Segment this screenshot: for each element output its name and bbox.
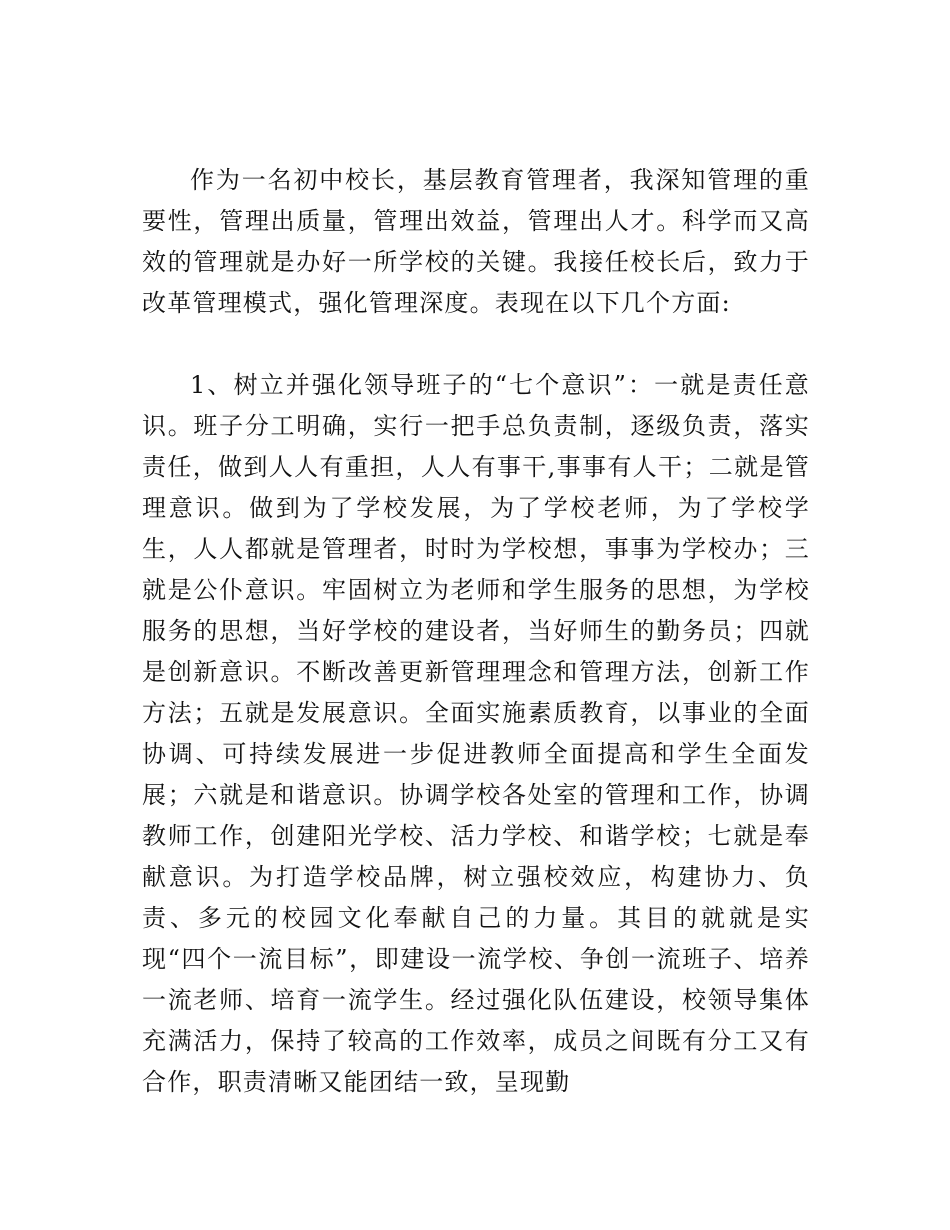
paragraph-seven-awareness: 1、树立并强化领导班子的“七个意识”：一就是责任意识。班子分工明确，实行一把手总负责制，逐级负责，落实责任，做到人人有重担，人人有事干,事事有人干；二就是管理意识。做到为了学校发展，为了学校老师，为了学校学生，人人都就是管理者，时时为学校想，事事为学校办；三就是公仆意识。牢固树立为老师和学生服务的思想，为学校服务的思想，当好学校的建设者，当好师生的勤务员；四就是创新意识。不断改善更新管理理念和管理方法，创新工作方法；五就是发展意识。全面实施素质教育，以事业的全面协调、可持续发展进一步促进教师全面提高和学生全面发展；六就是和谐意识。协调学校各处室的管理和工作，协调教师工作，创建阳光学校、活力学校、和谐学校；七就是奉献意识。为打造学校品牌，树立强校效应，构建协力、负责、多元的校园文化奉献自己的力量。其目的就就是实现“四个一流目标”，即建设一流学校、争创一流班子、培养一流老师、培育一流学生。经过强化队伍建设，校领导集体充满活力，保持了较高的工作效率，成员之间既有分工又有合作，职责清晰又能团结一致，呈现勤 — [142, 371, 810, 1096]
document-body — [142, 160, 810, 1103]
paragraph-intro: 作为一名初中校长，基层教育管理者，我深知管理的重要性，管理出质量，管理出效益，管理出人才。科学而又高效的管理就是办好一所学校的关键。我接任校长后，致力于改革管理模式，强化管理深度。表现在以下几个方面: — [142, 166, 810, 317]
